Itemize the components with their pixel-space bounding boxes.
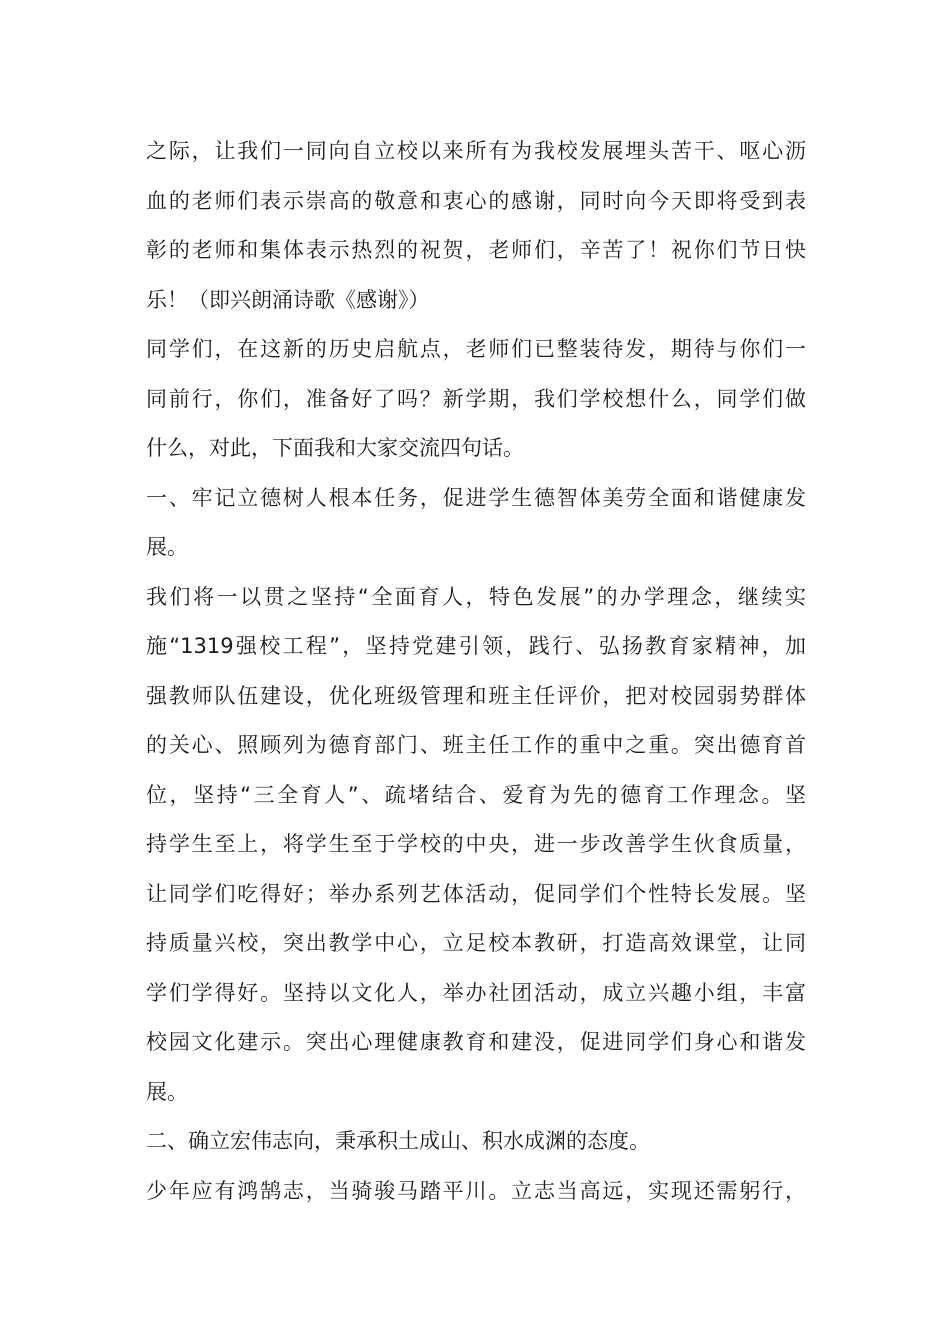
text-line: 血的老师们表示崇高的敬意和衷心的感谢，同时向今天即将受到表 bbox=[146, 188, 806, 213]
text-line: 展。 bbox=[146, 1079, 188, 1104]
text-line: 之际，让我们一同向自立校以来所有为我校发展埋头苦干、呕心沥 bbox=[146, 139, 806, 163]
text-line: 一、牢记立德树人根本任务，促进学生德智体美劳全面和谐健康发 bbox=[146, 485, 806, 510]
text-line: 同学们，在这新的历史启航点，老师们已整装待发，期待与你们一 bbox=[146, 337, 806, 361]
text-line: 展。 bbox=[146, 535, 188, 559]
text-line: 位，坚持“三全育人”、疏堵结合、爱育为先的德育工作理念。坚 bbox=[146, 782, 806, 807]
text-line: 的关心、照顾列为德育部门、班主任工作的重中之重。突出德育首 bbox=[146, 733, 806, 757]
text-line: 乐！（即兴朗涌诗歌《感谢》） bbox=[146, 287, 430, 312]
text-line: 同前行，你们，准备好了吗？新学期，我们学校想什么，同学们做 bbox=[146, 386, 806, 411]
document-body bbox=[146, 127, 806, 1216]
text-line: 学们学得好。坚持以文化人，举办社团活动，成立兴趣小组，丰富 bbox=[146, 980, 806, 1005]
text-line: 我们将一以贯之坚持“全面育人，特色发展”的办学理念，继续实 bbox=[146, 584, 806, 609]
text-line: 让同学们吃得好；举办系列艺体活动，促同学们个性特长发展。坚 bbox=[146, 881, 806, 906]
text-line: 强教师队伍建设，优化班级管理和班主任评价，把对校园弱势群体 bbox=[146, 683, 806, 708]
text-line: 持质量兴校，突出教学中心，立足校本教研，打造高效课堂，让同 bbox=[146, 931, 806, 955]
text-line: 什么，对此，下面我和大家交流四句话。 bbox=[146, 436, 524, 460]
text-line: 彰的老师和集体表示热烈的祝贺，老师们，辛苦了！祝你们节日快 bbox=[146, 238, 806, 262]
text-line: 施“1319强校工程”，坚持党建引领，践行、弘扬教育家精神，加 bbox=[146, 634, 806, 658]
text-line: 校园文化建示。突出心理健康教育和建没，促进同学们身心和谐发 bbox=[146, 1030, 806, 1054]
text-line: 二、确立宏伟志向，秉承积土成山、积水成渊的态度。 bbox=[146, 1129, 650, 1153]
text-line: 少年应有鸿鹄志，当骑骏马踏平川。立志当高远，实现还需躬行， bbox=[146, 1178, 806, 1203]
text-line: 持学生至上，将学生至于学校的中央，进一步改善学生伙食质量， bbox=[146, 832, 806, 856]
